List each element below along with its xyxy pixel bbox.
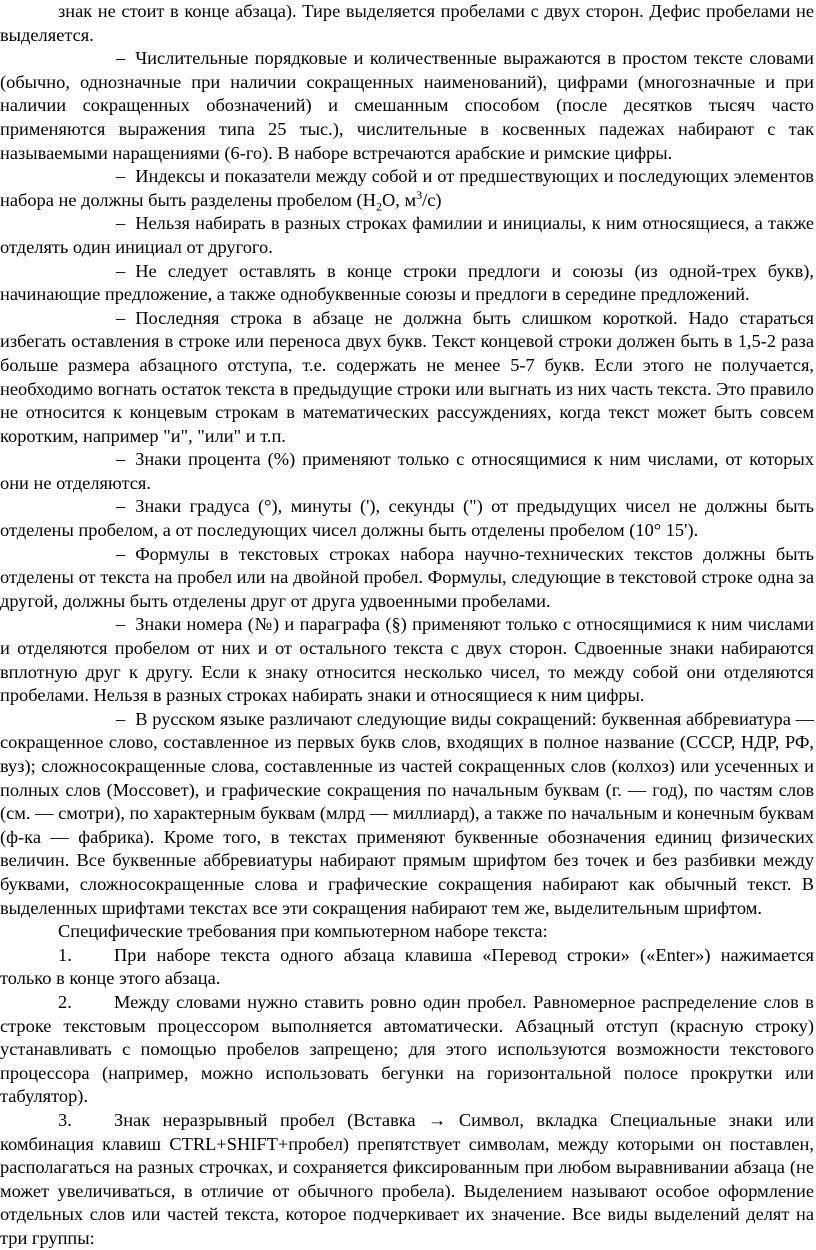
paragraph-text: Числительные порядковые и количественные выражаются в простом тексте словами (обычно, однозначные при наличии сокращенных наименований), цифрами (многозначные и при наличии сокращенных обозначений) и смешанным способом (после десятков тысяч часто применяются выражения типа 25 тыс.), числительные в косвенных падежах набирают с так называемыми наращениями (6-го). В наборе встречаются арабские и римские цифры. bbox=[0, 48, 814, 163]
paragraph-text: Знаки процента (%) применяют только с относящимися к ним числами, от которых они не отделяются. bbox=[0, 449, 814, 493]
paragraph-dash-sign bbox=[0, 0, 814, 47]
paragraph-indices bbox=[0, 165, 814, 212]
dash-marker: – bbox=[116, 543, 126, 564]
paragraph-prepositions bbox=[0, 260, 814, 307]
subscript: 2 bbox=[375, 199, 382, 214]
paragraph-abbreviations bbox=[0, 708, 814, 920]
dash-marker: – bbox=[116, 496, 126, 517]
paragraph-text: Индексы и показатели между собой и от предшествующих и последующих элементов набора не должны быть разделены пробелом (H bbox=[0, 166, 814, 210]
numbered-item-3 bbox=[0, 1109, 814, 1250]
paragraph-degrees bbox=[0, 495, 814, 542]
paragraph-intro bbox=[0, 920, 814, 944]
dash-marker: – bbox=[116, 449, 126, 470]
item-number: 1. bbox=[58, 944, 72, 965]
paragraph-text: /с) bbox=[422, 189, 442, 210]
paragraph-text: Нельзя набирать в разных строках фамилии и инициалы, к ним относящиеся, а также отделять один инициал от другого. bbox=[0, 213, 814, 257]
paragraph-number-sign bbox=[0, 613, 814, 707]
paragraph-text: Знаки номера (№) и параграфа (§) применяют только с относящимися к ним числами и отделяются пробелом от них и от остального текста с двух сторон. Сдвоенные знаки набираются вплотную друг к другу. Если к знаку относится несколько чисел, то между собой они отделяются пробелами. Нельзя в разных строках набирать знаки и относящиеся к ним цифры. bbox=[0, 614, 814, 706]
paragraph-numerals bbox=[0, 47, 814, 165]
dash-marker: – bbox=[116, 307, 126, 328]
paragraph-text: знак не стоит в конце абзаца). Тире выделяется пробелами с двух сторон. Дефис пробелами не выделяется. bbox=[0, 1, 814, 45]
paragraph-text: Знак неразрывный пробел (Вставка → Символ, вкладка Специальные знаки или комбинация клавиш CTRL+SHIFT+пробел) препятствует символам, между которыми он поставлен, располагаться на разных строчках, и сохраняется фиксированным при любом выравнивании абзаца (не может увеличиваться, в отличие от обычного пробела). Выделением называют особое оформление отдельных слов или частей текста, которое подчеркивает их значение. Все виды выделений делят на три группы: bbox=[0, 1109, 814, 1248]
paragraph-text: Не следует оставлять в конце строки предлоги и союзы (из одной-трех букв), начинающие предложение, а также однобуквенные союзы и предлоги в середине предложений. bbox=[0, 260, 814, 305]
dash-marker: – bbox=[116, 260, 126, 281]
paragraph-last-line bbox=[0, 307, 814, 449]
paragraph-text: Последняя строка в абзаце не должна быть слишком короткой. Надо стараться избегать оставления в строке или переноса двух букв. Текст концевой строки должен быть в 1,5-2 раза больше размера абзацного отступа, т.е. содержать не менее 5-7 букв. Если этого не получается, необходимо вогнать остаток текста в предыдущие строки или выгнать из них часть текста. Это правило не относится к концевым строкам в математических рассуждениях, когда текст может быть совсем коротким, например "и", "или" и т.п. bbox=[0, 307, 814, 446]
superscript: 3 bbox=[416, 187, 423, 202]
dash-marker: – bbox=[116, 213, 126, 234]
numbered-item-1 bbox=[0, 944, 814, 991]
paragraph-text: O, м bbox=[381, 189, 417, 210]
item-number: 3. bbox=[58, 1109, 72, 1130]
paragraph-text: Знаки градуса (°), минуты ('), секунды (") от предыдущих чисел не должны быть отделены пробелом, а от последующих чисел должны быть отделены пробелом (10° 15'). bbox=[0, 496, 814, 541]
dash-marker: – bbox=[116, 166, 126, 187]
dash-marker: – bbox=[116, 48, 126, 69]
paragraph-text: В русском языке различают следующие виды сокращений: буквенная аббревиатура — сокращенное слово, составленное из первых букв слов, входящих в полное название (СССР, НДР, РФ, вуз); сложносокращенные слова, составленные из частей сокращенных слов (колхоз) или усеченных и полных слов (Моссовет), и графические сокращения по начальным буквам (г. — год), по частям слов (см. — смотри), по характерным буквам (млрд — миллиард), а также по начальным и конечным буквам (ф-ка — фабрика). Кроме того, в текстах применяют буквенные обозначения единиц физических величин. Все буквенные аббревиатуры набирают прямым шрифтом без точек и без разбивки между буквами, сложносокращенные слова и графические сокращения набирают как обычный текст. В выделенных шрифтами текстах все эти сокращения набирают тем же, выделительным шрифтом. bbox=[0, 708, 814, 918]
paragraph-initials bbox=[0, 212, 814, 259]
dash-marker: – bbox=[116, 708, 126, 729]
numbered-item-2 bbox=[0, 991, 814, 1109]
paragraph-text: Между словами нужно ставить ровно один пробел. Равномерное распределение слов в строке текстовым процессором выполняется автоматически. Абзацный отступ (красную строку) устанавливать с помощью пробелов запрещено; для этого используются возможности текстового процессора (например, можно использовать бегунки на горизонтальной полосе прокрутки или табулятор). bbox=[0, 991, 814, 1107]
paragraph-text: Формулы в текстовых строках набора научно-технических текстов должны быть отделены от текста на пробел или на двойной пробел. Формулы, следующие в текстовой строке одна за другой, должны быть отделены друг от друга удвоенными пробелами. bbox=[0, 543, 814, 611]
dash-marker: – bbox=[116, 614, 126, 635]
paragraph-percent bbox=[0, 448, 814, 495]
paragraph-formulas bbox=[0, 543, 814, 614]
paragraph-text: Специфические требования при компьютерном наборе текста: bbox=[58, 921, 548, 942]
item-number: 2. bbox=[58, 991, 72, 1012]
paragraph-text: При наборе текста одного абзаца клавиша «Перевод строки» («Enter») нажимается только в конце этого абзаца. bbox=[0, 944, 814, 989]
